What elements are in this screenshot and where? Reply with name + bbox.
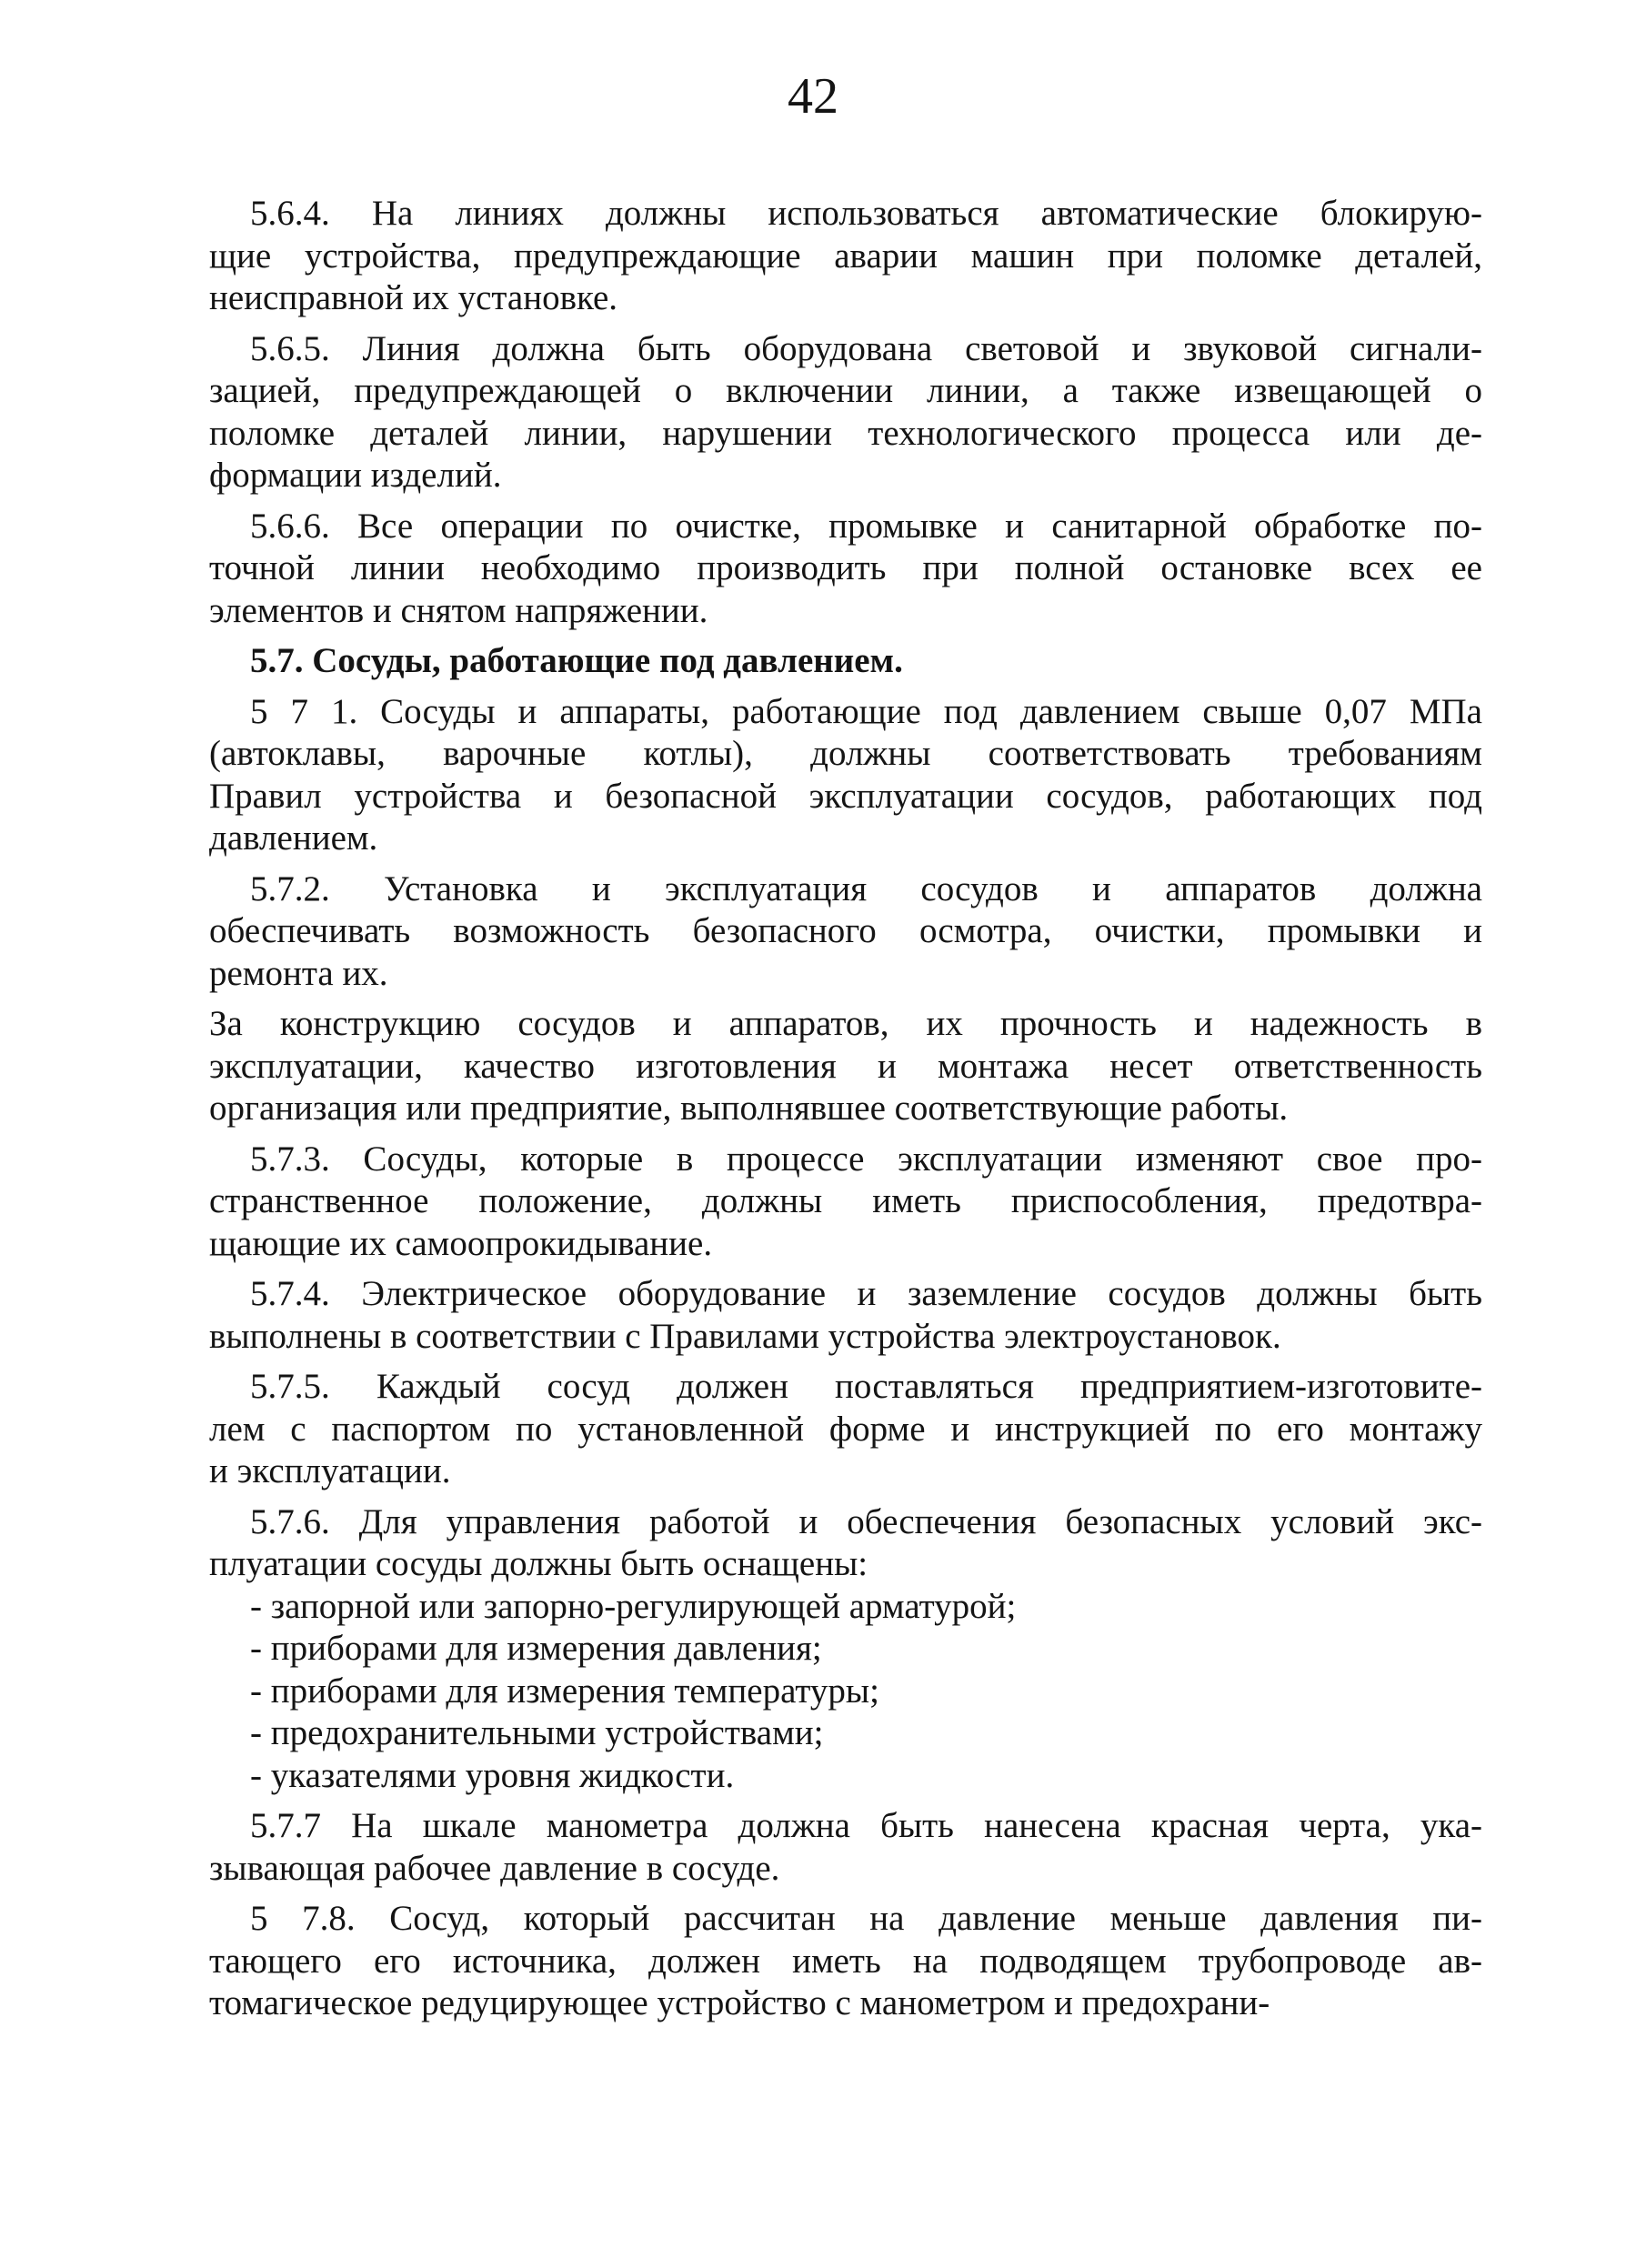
- paragraph: [209, 1139, 1482, 1266]
- list-item: - указателями уровня жидкости.: [250, 1755, 735, 1795]
- text-line: давлением.: [209, 818, 378, 858]
- text-line: организация или предприятие, выполнявшее соответствующие работы.: [209, 1089, 1289, 1128]
- text-line: 5 7 1. Сосуды и аппараты, работающие под давлением свыше 0,07 МПа: [250, 691, 1482, 731]
- text-line: эксплуатации, качество изготовления и монтажа несет ответственность: [209, 1046, 1482, 1086]
- paragraph: [209, 1501, 1482, 1586]
- paragraph: [209, 868, 1482, 996]
- paragraph: [209, 1366, 1482, 1493]
- paragraph: [209, 1805, 1482, 1890]
- text-line: 5.6.4. На линиях должны использоваться автоматические блокирую-: [250, 194, 1482, 233]
- paragraph: [209, 328, 1482, 497]
- text-line: 5.7.6. Для управления работой и обеспечения безопасных условий экс-: [250, 1501, 1482, 1541]
- text-line: 5.7.5. Каждый сосуд должен поставляться предприятием-изготовите-: [250, 1367, 1482, 1406]
- document-body: [209, 193, 1482, 2025]
- text-line: 5.7.4. Электрическое оборудование и заземление сосудов должны быть: [250, 1274, 1482, 1313]
- text-line: обеспечивать возможность безопасного осмотра, очистки, промывки и: [209, 911, 1482, 950]
- text-line: лем с паспортом по установленной форме и инструкцией по его монтажу: [209, 1409, 1482, 1449]
- page-number: 42: [788, 68, 838, 125]
- text-line: зацией, предупреждающей о включении линии, а также извещающей о: [209, 371, 1482, 410]
- list-item: - запорной или запорно-регулирующей арматурой;: [250, 1586, 1017, 1626]
- text-line: томагическое редуцирующее устройство с манометром и предохрани-: [209, 1983, 1270, 2022]
- section-heading: [209, 640, 1482, 683]
- paragraph: [209, 1003, 1482, 1130]
- text-line: За конструкцию сосудов и аппаратов, их прочность и надежность в: [209, 1004, 1482, 1043]
- text-line: 5.7.2. Установка и эксплуатация сосудов и аппаратов должна: [250, 868, 1482, 908]
- text-line: неисправной их установке.: [209, 278, 618, 317]
- list-item: - приборами для измерения температуры;: [250, 1671, 879, 1711]
- text-line: щие устройства, предупреждающие аварии машин при поломке деталей,: [209, 236, 1482, 276]
- text-line: 5 7.8. Сосуд, который рассчитан на давление меньше давления пи-: [250, 1899, 1482, 1938]
- list-item: - приборами для измерения давления;: [250, 1629, 822, 1668]
- text-line: 5.7.3. Сосуды, которые в процессе эксплуатации изменяют свое про-: [250, 1139, 1482, 1179]
- text-line: 5.6.6. Все операции по очистке, промывке и санитарной обработке по-: [250, 506, 1482, 546]
- paragraph: [209, 506, 1482, 633]
- text-line: (автоклавы, варочные котлы), должны соответствовать требованиям: [209, 734, 1482, 773]
- text-line: зывающая рабочее давление в сосуде.: [209, 1848, 780, 1888]
- text-line: поломке деталей линии, нарушении технологического процесса или де-: [209, 413, 1482, 453]
- text-line: выполнены в соответствии с Правилами устройства электроустановок.: [209, 1316, 1281, 1356]
- paragraph: [209, 193, 1482, 320]
- paragraph: [209, 691, 1482, 860]
- text-line: плуатации сосуды должны быть оснащены:: [209, 1544, 868, 1583]
- text-line: элементов и снятом напряжении.: [209, 590, 708, 630]
- text-line: и эксплуатации.: [209, 1451, 451, 1490]
- list-item: - предохранительными устройствами;: [250, 1713, 824, 1752]
- text-line: тающего его источника, должен иметь на подводящем трубопроводе ав-: [209, 1941, 1482, 1981]
- text-line: 5.6.5. Линия должна быть оборудована световой и звуковой сигнали-: [250, 328, 1482, 368]
- text-line: Правил устройства и безопасной эксплуатации сосудов, работающих под: [209, 776, 1482, 816]
- text-line: странственное положение, должны иметь приспособления, предотвра-: [209, 1181, 1482, 1220]
- text-line: щающие их самоопрокидывание.: [209, 1223, 713, 1263]
- text-line: ремонта их.: [209, 953, 388, 993]
- text-line: 5.7.7 На шкале манометра должна быть нанесена красная черта, ука-: [250, 1806, 1482, 1845]
- text-line: формации изделий.: [209, 456, 502, 495]
- text-line: точной линии необходимо производить при полной остановке всех ее: [209, 548, 1482, 587]
- text-line: 5.7. Сосуды, работающие под давлением.: [250, 641, 903, 680]
- paragraph: [209, 1898, 1482, 2025]
- paragraph: [209, 1273, 1482, 1358]
